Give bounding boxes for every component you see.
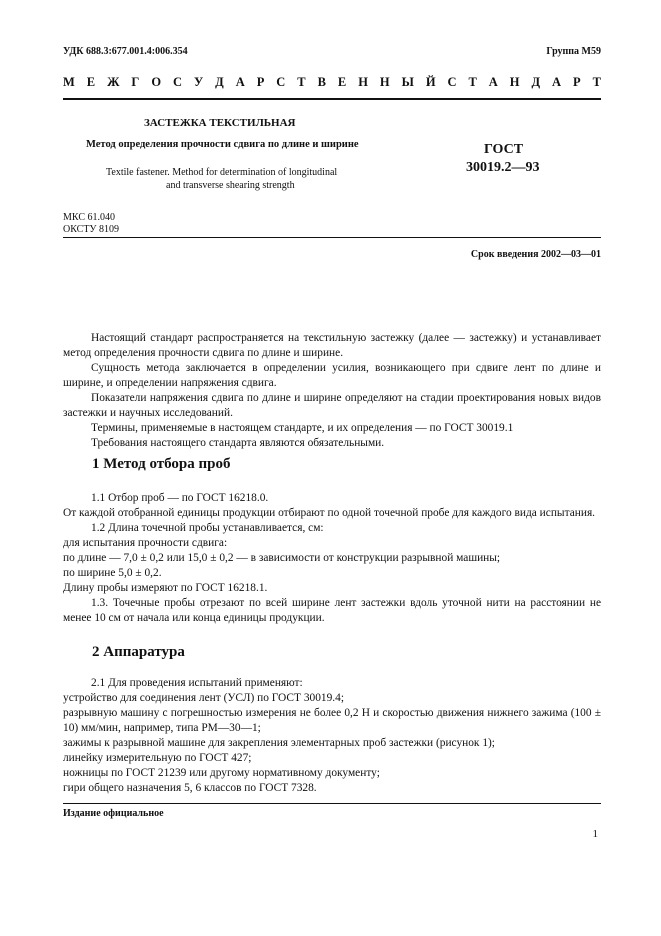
- paragraph: 1.1 Отбор проб — по ГОСТ 16218.0.: [91, 492, 269, 504]
- paragraph: От каждой отобранной единицы продукции отбирают по одной точечной пробе для каждого вида испытания.: [63, 507, 596, 519]
- document-title: ЗАСТЕЖКА ТЕКСТИЛЬНАЯ: [144, 117, 296, 129]
- intro-text: [63, 331, 601, 451]
- paragraph: гири общего назначения 5, 6 классов по ГОСТ 7328.: [63, 782, 317, 794]
- paragraph: зажимы к разрывной машине для закрепления элементарных проб застежки (рисунок 1);: [63, 737, 495, 749]
- footer-rule: [63, 803, 601, 804]
- intro-paragraph: Настоящий стандарт распространяется на текстильную застежку (далее — застежку) и устанавливает метод определения прочности сдвига по длине и ширине.: [63, 332, 601, 359]
- english-title-line1: Textile fastener. Method for determination of longitudinal: [106, 167, 338, 178]
- paragraph: Длину пробы измеряют по ГОСТ 16218.1.: [63, 582, 268, 594]
- paragraph: 2.1 Для проведения испытаний применяют:: [91, 677, 303, 689]
- paragraph: линейку измерительную по ГОСТ 427;: [63, 752, 252, 764]
- intro-paragraph: Сущность метода заключается в определении усилия, возникающего при сдвиге лент по длине и ширине, и определении напряжения сдвига.: [63, 362, 601, 389]
- paragraph: для испытания прочности сдвига:: [63, 537, 228, 549]
- gost-label: ГОСТ: [484, 142, 524, 157]
- paragraph: ножницы по ГОСТ 21239 или другому нормативному документу;: [63, 767, 380, 779]
- section-1-text: [63, 491, 601, 626]
- paragraph: 1.3. Точечные пробы отрезают по всей ширине лент застежки вдоль уточной нити на расстоянии не менее 10 см от начала или конца единицы продукции.: [63, 597, 601, 624]
- mks-code: МКС 61.040: [63, 212, 115, 223]
- section-2-text: [63, 676, 601, 796]
- english-title-line2: and transverse shearing strength: [166, 180, 295, 191]
- page-number: 1: [592, 828, 598, 840]
- udk-code: УДК 688.3:677.001.4:006.354: [63, 46, 188, 57]
- paragraph: по длине — 7,0 ± 0,2 или 15,0 ± 0,2 — в зависимости от конструкции разрывной машины;: [63, 552, 501, 564]
- section-2-heading: 2 Аппаратура: [92, 644, 185, 660]
- standard-banner: М Е Ж Г О С У Д А Р С Т В Е Н Н Ы Й С Т А Н Д А Р Т: [63, 75, 601, 89]
- paragraph: по ширине 5,0 ± 0,2.: [63, 567, 162, 579]
- effective-date: Срок введения 2002—03—01: [470, 249, 601, 260]
- codes-rule: [63, 237, 601, 238]
- official-edition-label: Издание официальное: [63, 808, 164, 819]
- paragraph: 1.2 Длина точечной пробы устанавливается, см:: [91, 522, 324, 534]
- section-1-heading: 1 Метод отбора проб: [92, 456, 231, 472]
- document-subtitle: Метод определения прочности сдвига по длине и ширине: [86, 139, 359, 150]
- intro-paragraph: Термины, применяемые в настоящем стандарте, и их определения — по ГОСТ 30019.1: [91, 422, 514, 434]
- gost-number: 30019.2—93: [466, 160, 540, 175]
- okstu-code: ОКСТУ 8109: [63, 224, 120, 235]
- group-code: Группа М59: [546, 46, 601, 57]
- banner-rule: [63, 98, 601, 100]
- paragraph: разрывную машину с погрешностью измерения не более 0,2 Н и скоростью движения нижнего зажима (100 ± 10) мм/мин, например, типа РМ—30—1;: [63, 707, 601, 734]
- intro-paragraph: Требования настоящего стандарта являются обязательными.: [91, 437, 385, 449]
- paragraph: устройство для соединения лент (УСЛ) по ГОСТ 30019.4;: [63, 692, 345, 704]
- intro-paragraph: Показатели напряжения сдвига по длине и ширине определяют на стадии проектирования новых видов застежки и научных исследований.: [63, 392, 601, 419]
